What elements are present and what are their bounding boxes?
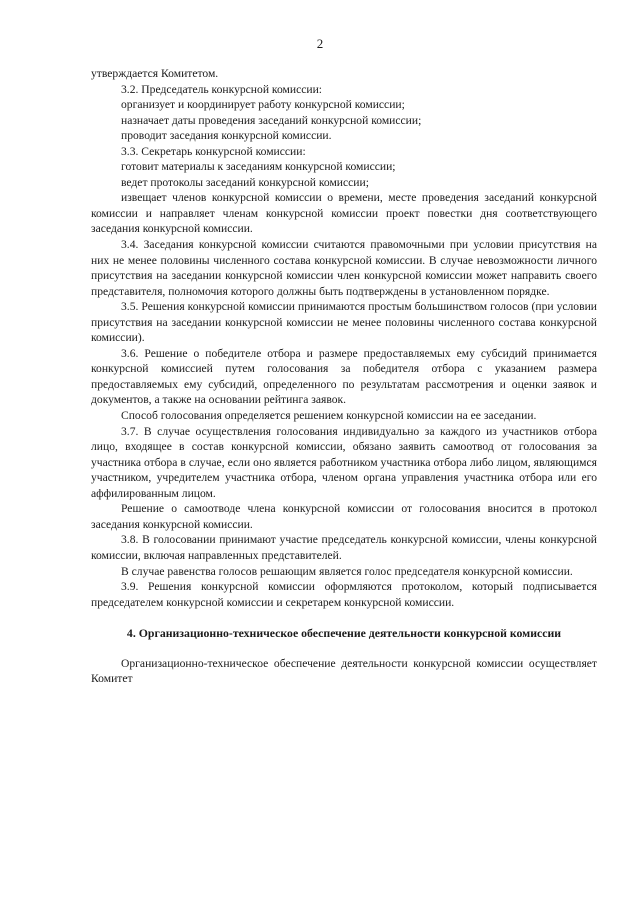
paragraph-voting-method: Способ голосования определяется решением конкурсной комиссии на ее заседании.: [121, 409, 537, 423]
paragraph-tie-vote: В случае равенства голосов решающим является голос председателя конкурсной комиссии.: [121, 564, 573, 578]
paragraph-3-2-item-2: назначает даты проведения заседаний конкурсной комиссии;: [121, 113, 422, 127]
paragraph-3-3-item-2: ведет протоколы заседаний конкурсной комиссии;: [121, 175, 369, 189]
paragraph-continuation: утверждается Комитетом.: [91, 67, 219, 80]
paragraph-3-7: 3.7. В случае осуществления голосования индивидуально за каждого из участников отбора лицо, входящее в состав конкурсной комиссии, обязано заявить самоотвод от голосования за участника отбора в случае, если оно является работником участника отбора либо лицом, являющимся участником, учредителем участника отбора, членом органа управления участника отбора или его аффилированным лицом.: [91, 424, 597, 500]
paragraph-3-3: 3.3. Секретарь конкурсной комиссии:: [121, 144, 306, 158]
paragraph-3-2-item-1: организует и координирует работу конкурсной комиссии;: [121, 98, 405, 112]
paragraph-3-2: 3.2. Председатель конкурсной комиссии:: [121, 82, 322, 96]
paragraph-3-3-item-3: извещает членов конкурсной комиссии о времени, месте проведения заседаний конкурсной комиссии и направляет членам конкурсной комиссии проект повестки дня соответствующего заседания конкурсной комиссии.: [91, 191, 597, 236]
page-number: 2: [316, 36, 324, 51]
paragraph-3-4: 3.4. Заседания конкурсной комиссии считаются правомочными при условии присутствия на них не менее половины численного состава конкурсной комиссии. В случае невозможности личного присутствия на заседании конкурсной комиссии член конкурсной комиссии может направить своего представителя, полномочия которого должны быть подтверждены в установленном порядке.: [91, 238, 597, 298]
paragraph-self-recusal: Решение о самоотводе члена конкурсной комиссии от голосования вносится в протокол заседания конкурсной комиссии.: [91, 502, 597, 531]
section-4-paragraph: Организационно-техническое обеспечение деятельности конкурсной комиссии осуществляет Комитет: [91, 656, 597, 686]
paragraph-3-2-item-3: проводит заседания конкурсной комиссии.: [121, 129, 332, 143]
paragraph-3-5: 3.5. Решения конкурсной комиссии принимаются простым большинством голосов (при условии присутствия на заседании конкурсной комиссии не менее половины численного состава конкурсной комиссии).: [91, 300, 597, 345]
paragraph-3-3-item-1: готовит материалы к заседаниям конкурсной комиссии;: [121, 160, 396, 174]
paragraph-3-6: 3.6. Решение о победителе отбора и размере предоставляемых ему субсидий принимается конкурсной комиссией путем голосования за победителя отбора с указанием размера предоставляемых ему субсидий, определенного по результатам рассмотрения и оценки заявок и документов, а также на основании рейтинга заявок.: [91, 346, 597, 407]
paragraph-3-9: 3.9. Решения конкурсной комиссии оформляются протоколом, который подписывается председателем конкурсной комиссии и секретарем конкурсной комиссии.: [91, 580, 597, 609]
section-4-heading: 4. Организационно-техническое обеспечение деятельности конкурсной комиссии: [126, 626, 562, 641]
document-body: [91, 66, 597, 687]
paragraph-3-8: 3.8. В голосовании принимают участие председатель конкурсной комиссии, члены конкурсной комиссии, включая направленных представителей.: [91, 533, 597, 562]
